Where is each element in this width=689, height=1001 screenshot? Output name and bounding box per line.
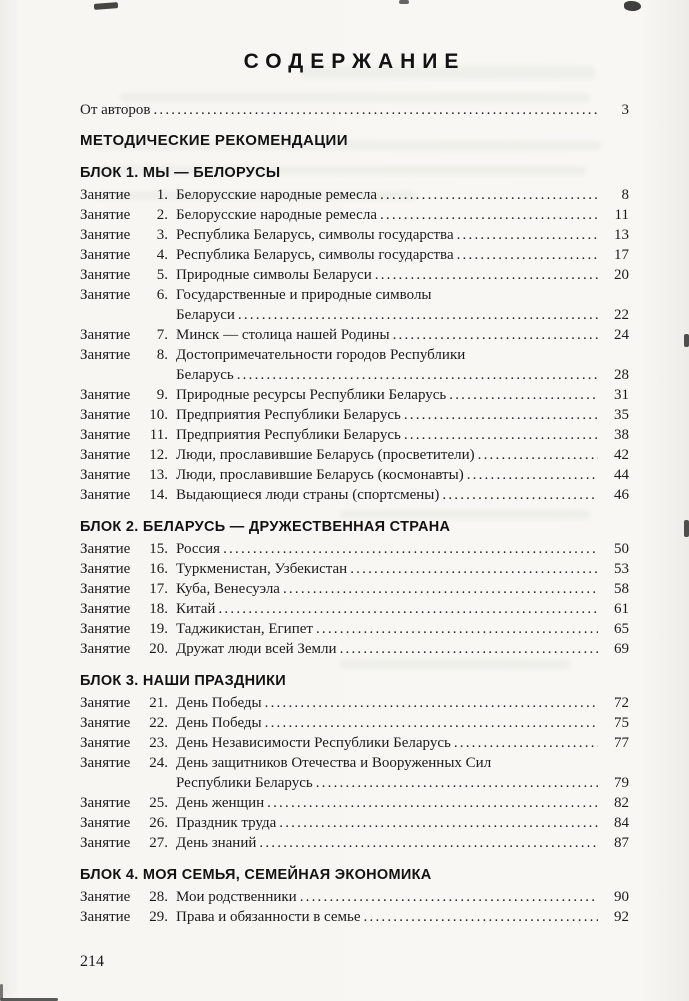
dot-leader [467, 465, 598, 485]
entry-page-number: 90 [614, 889, 629, 905]
entry-title: Республика Беларусь, символы государства [176, 247, 454, 263]
dot-leader [259, 833, 598, 853]
entry-word: Занятие [80, 247, 131, 263]
block-title: БЛОК 1. МЫ — БЕЛОРУСЫ [80, 165, 281, 181]
entry-number: 6. [156, 287, 168, 303]
entry-body [176, 907, 629, 927]
entry-word: Занятие [80, 287, 131, 303]
entry-label [80, 639, 168, 659]
entry-number: 12. [149, 447, 168, 463]
entry-title: Права и обязанности в семье [176, 909, 361, 925]
toc-entry [80, 485, 629, 505]
entry-label [80, 445, 168, 465]
entry-title: Республика Беларусь, символы государства [176, 227, 454, 243]
entry-body [176, 445, 629, 465]
entry-title: День женщин [176, 795, 265, 811]
entry-title-last-line [176, 465, 629, 485]
entry-title: День Независимости Республики Беларусь [176, 735, 451, 751]
toc-entry [80, 385, 629, 405]
dot-leader [457, 245, 598, 265]
dot-leader [223, 539, 598, 559]
entry-number: 15. [149, 541, 168, 557]
dot-leader [265, 693, 598, 713]
entry-body [176, 205, 629, 225]
entry-body [176, 887, 629, 907]
toc-entry [80, 639, 629, 659]
entry-page-number: 31 [614, 387, 629, 403]
entry-page-number: 77 [614, 735, 629, 751]
entry-word: Занятие [80, 641, 131, 657]
entry-number: 16. [149, 561, 168, 577]
toc-entry [80, 285, 629, 325]
entry-body [176, 713, 629, 733]
entry-title: Мои родственники [176, 889, 297, 905]
entry-word: Занятие [80, 207, 131, 223]
entry-label [80, 485, 168, 505]
entry-body [176, 599, 629, 619]
entry-body [176, 813, 629, 833]
dot-leader [265, 713, 598, 733]
entry-title-last-line [176, 185, 629, 205]
toc-block [80, 163, 629, 505]
entry-title: Россия [176, 541, 221, 557]
toc-entry [80, 619, 629, 639]
entry-title-last-line [176, 619, 629, 639]
entry-page-number: 92 [614, 909, 629, 925]
dot-leader [279, 813, 598, 833]
entry-word: Занятие [80, 541, 131, 557]
folio-page-number: 214 [80, 953, 104, 970]
entry-title-last-line [176, 245, 629, 265]
toc-entry [80, 559, 629, 579]
entry-page-number: 72 [614, 695, 629, 711]
toc-entry [80, 245, 629, 265]
entry-number: 23. [149, 735, 168, 751]
entry-body [176, 265, 629, 285]
entry-page-number: 13 [614, 227, 629, 243]
dot-leader [300, 887, 598, 907]
entry-page-number: 44 [614, 467, 629, 483]
toc-entry [80, 405, 629, 425]
entry-title-line: Государственные и природные символы [176, 287, 432, 303]
entry-page-number: 35 [614, 407, 629, 423]
entry-word: Занятие [80, 327, 131, 343]
entry-page-number: 61 [614, 601, 629, 617]
entry-label [80, 733, 168, 753]
entry-label [80, 619, 168, 639]
entry-word: Занятие [80, 487, 131, 503]
scan-artifact [0, 984, 3, 999]
entry-title-last-line [176, 833, 629, 853]
entry-title-last-line [176, 539, 629, 559]
entry-page-number: 69 [614, 641, 629, 657]
entry-title: Природные символы Беларуси [176, 267, 372, 283]
toc-entry [80, 205, 629, 225]
toc-entry [80, 599, 629, 619]
entry-title: Предприятия Республики Беларусь [176, 427, 401, 443]
entry-label [80, 385, 168, 405]
entry-word: Занятие [80, 835, 131, 851]
entry-word: Занятие [80, 601, 131, 617]
entry-title-last-line [176, 559, 629, 579]
dot-leader [316, 619, 598, 639]
dot-leader [283, 579, 598, 599]
entry-label [80, 325, 168, 345]
dot-leader [442, 485, 598, 505]
entry-label [80, 245, 168, 265]
toc-entry [80, 693, 629, 713]
entry-page-number: 24 [614, 327, 629, 343]
dot-leader [454, 733, 598, 753]
entry-label [80, 425, 168, 445]
entry-title: Таджикистан, Египет [176, 621, 313, 637]
entry-label [80, 465, 168, 485]
entry-title-last-line [176, 485, 629, 505]
entry-body [176, 753, 629, 793]
entry-label [80, 285, 168, 325]
entry-page-number: 75 [614, 715, 629, 731]
entry-word: Занятие [80, 407, 131, 423]
dot-leader [153, 100, 598, 120]
entry-word: Занятие [80, 561, 131, 577]
entry-page-number: 20 [614, 267, 629, 283]
entry-title-last-line [176, 733, 629, 753]
entry-word: Занятие [80, 581, 131, 597]
entry-title-last-line [176, 425, 629, 445]
entry-label [80, 833, 168, 853]
entry-title-last-line [176, 793, 629, 813]
entry-label [80, 345, 168, 385]
toc-block [80, 517, 629, 659]
entry-number: 17. [149, 581, 168, 597]
entry-title-last-line [176, 599, 629, 619]
entry-number: 25. [149, 795, 168, 811]
entry-title: Белорусские народные ремесла [176, 187, 377, 203]
entry-page-number: 11 [614, 207, 629, 223]
entry-word: Занятие [80, 427, 131, 443]
entry-title-last-line [176, 265, 629, 285]
entry-body [176, 285, 629, 325]
entry-page-number: 3 [621, 102, 629, 118]
entry-title: Китай [176, 601, 216, 617]
entry-page-number: 50 [614, 541, 629, 557]
dot-leader [404, 425, 598, 445]
entry-title: Республики Беларусь [176, 775, 313, 791]
entry-word: Занятие [80, 909, 131, 925]
entry-title: Дружат люди всей Земли [176, 641, 337, 657]
entry-body [176, 465, 629, 485]
toc-entry [80, 833, 629, 853]
entry-page-number: 82 [614, 795, 629, 811]
entry-word: Занятие [80, 735, 131, 751]
toc-entry [80, 907, 629, 927]
entry-number: 13. [149, 467, 168, 483]
entry-page-number: 22 [614, 307, 629, 323]
entry-title-last-line [176, 579, 629, 599]
entry-title: День Победы [176, 695, 262, 711]
entry-page-number: 46 [614, 487, 629, 503]
entry-title: Выдающиеся люди страны (спортсмены) [176, 487, 440, 503]
entry-number: 24. [149, 755, 168, 771]
entry-label [80, 265, 168, 285]
entry-title-last-line [176, 773, 629, 793]
dot-leader [449, 385, 598, 405]
entry-page-number: 28 [614, 367, 629, 383]
entry-label [80, 713, 168, 733]
entry-title: Беларусь [176, 367, 234, 383]
entry-title: Люди, прославившие Беларусь (космонавты) [176, 467, 464, 483]
dot-leader [457, 225, 598, 245]
entry-word: Занятие [80, 267, 131, 283]
toc-entry [80, 733, 629, 753]
entry-page-number: 8 [621, 187, 629, 203]
entry-label [80, 693, 168, 713]
entry-number: 18. [149, 601, 168, 617]
toc-entry [80, 225, 629, 245]
entry-page-number: 65 [614, 621, 629, 637]
entry-title-last-line [176, 325, 629, 345]
entry-body [176, 693, 629, 713]
toc-entry [80, 345, 629, 385]
scan-artifact [624, 1, 641, 11]
toc-entry [80, 539, 629, 559]
toc-entry [80, 813, 629, 833]
entry-number: 2. [156, 207, 168, 223]
entry-number: 4. [156, 247, 168, 263]
entry-title-last-line [176, 205, 629, 225]
entry-label [80, 559, 168, 579]
entry-word: Занятие [80, 889, 131, 905]
toc-entry-front [80, 100, 629, 120]
entry-word: Занятие [80, 347, 131, 363]
dot-leader [393, 325, 598, 345]
entry-label [80, 599, 168, 619]
dot-leader [316, 773, 598, 793]
entry-body [176, 619, 629, 639]
entry-body [176, 639, 629, 659]
entry-title-last-line [176, 713, 629, 733]
entry-title-last-line [176, 445, 629, 465]
entry-title-last-line [176, 907, 629, 927]
toc-entry [80, 793, 629, 813]
entry-title: Минск — столица нашей Родины [176, 327, 390, 343]
entry-title-last-line [176, 385, 629, 405]
entry-number: 19. [149, 621, 168, 637]
dot-leader [218, 599, 598, 619]
dot-leader [375, 265, 598, 285]
page-title: СОДЕРЖАНИЕ [243, 50, 466, 73]
entry-body [176, 539, 629, 559]
entry-body [176, 325, 629, 345]
entry-page-number: 79 [614, 775, 629, 791]
entry-label [80, 405, 168, 425]
toc-entry [80, 465, 629, 485]
entry-word: Занятие [80, 815, 131, 831]
entry-title-last-line [176, 813, 629, 833]
entry-title: Люди, прославившие Беларусь (просветители) [176, 447, 475, 463]
entry-body [176, 579, 629, 599]
entry-word: Занятие [80, 795, 131, 811]
entry-label [80, 205, 168, 225]
toc-entry [80, 753, 629, 793]
entry-page-number: 53 [614, 561, 629, 577]
entry-body [176, 245, 629, 265]
entry-body [176, 345, 629, 385]
entry-word: Занятие [80, 695, 131, 711]
entry-title-last-line [176, 365, 629, 385]
scan-artifact [684, 520, 689, 537]
toc-entry [80, 185, 629, 205]
entry-number: 21. [149, 695, 168, 711]
dot-leader [350, 559, 598, 579]
entry-word: Занятие [80, 755, 131, 771]
scan-artifact [399, 0, 409, 4]
toc-entry [80, 325, 629, 345]
entry-label [80, 793, 168, 813]
entry-title-line: День защитников Отечества и Вооруженных Сил [176, 755, 492, 771]
entry-page-number: 84 [614, 815, 629, 831]
entry-body [176, 733, 629, 753]
entry-body [176, 833, 629, 853]
scan-artifact [684, 334, 689, 347]
toc-entry [80, 445, 629, 465]
dot-leader [238, 305, 598, 325]
entry-number: 22. [149, 715, 168, 731]
entry-title-last-line [176, 887, 629, 907]
entry-number: 29. [149, 909, 168, 925]
dot-leader [478, 445, 598, 465]
entry-title: День знаний [176, 835, 257, 851]
entry-body [176, 185, 629, 205]
toc-entry [80, 887, 629, 907]
dot-leader [404, 405, 598, 425]
entry-number: 1. [156, 187, 168, 203]
entry-label [80, 225, 168, 245]
dot-leader [340, 639, 598, 659]
entry-label [80, 907, 168, 927]
toc-entry [80, 713, 629, 733]
entry-number: 14. [149, 487, 168, 503]
entry-number: 5. [156, 267, 168, 283]
entry-title: День Победы [176, 715, 262, 731]
entry-word: Занятие [80, 227, 131, 243]
entry-word: Занятие [80, 387, 131, 403]
entry-title: Природные ресурсы Республики Беларусь [176, 387, 447, 403]
entry-title-last-line [176, 639, 629, 659]
entry-body [176, 425, 629, 445]
toc-entry [80, 579, 629, 599]
entry-page-number: 38 [614, 427, 629, 443]
entry-page-number: 42 [614, 447, 629, 463]
entry-number: 28. [149, 889, 168, 905]
entry-page-number: 87 [614, 835, 629, 851]
entry-label [80, 539, 168, 559]
entry-title-last-line [176, 405, 629, 425]
block-title: БЛОК 4. МОЯ СЕМЬЯ, СЕМЕЙНАЯ ЭКОНОМИКА [80, 867, 432, 883]
entry-label [80, 579, 168, 599]
dot-leader [267, 793, 598, 813]
entry-label [80, 185, 168, 205]
entry-body [176, 793, 629, 813]
dot-leader [237, 365, 598, 385]
front-matter-label: От авторов [80, 102, 151, 118]
dot-leader [380, 205, 598, 225]
entry-word: Занятие [80, 715, 131, 731]
block-title: БЛОК 2. БЕЛАРУСЬ — ДРУЖЕСТВЕННАЯ СТРАНА [80, 519, 451, 535]
entry-title-last-line [176, 305, 629, 325]
entry-body [176, 385, 629, 405]
toc-entry [80, 265, 629, 285]
entry-page-number: 58 [614, 581, 629, 597]
entry-title-line: Достопримечательности городов Республики [176, 347, 466, 363]
entry-title: Праздник труда [176, 815, 277, 831]
entry-body [176, 559, 629, 579]
entry-title: Предприятия Республики Беларусь [176, 407, 401, 423]
entry-number: 11. [149, 427, 168, 443]
entry-title: Белорусские народные ремесла [176, 207, 377, 223]
entry-number: 26. [149, 815, 168, 831]
entry-number: 10. [149, 407, 168, 423]
entry-body [176, 405, 629, 425]
dot-leader [364, 907, 598, 927]
section-header: МЕТОДИЧЕСКИЕ РЕКОМЕНДАЦИИ [80, 132, 348, 149]
entry-title-last-line [176, 225, 629, 245]
entry-title: Беларуси [176, 307, 235, 323]
toc-block [80, 671, 629, 853]
entry-number: 27. [149, 835, 168, 851]
entry-title: Туркменистан, Узбекистан [176, 561, 348, 577]
entry-word: Занятие [80, 187, 131, 203]
entry-label [80, 813, 168, 833]
entry-number: 20. [149, 641, 168, 657]
entry-word: Занятие [80, 447, 131, 463]
entry-number: 8. [156, 347, 168, 363]
entry-label [80, 753, 168, 793]
toc-block [80, 865, 629, 927]
entry-label [80, 887, 168, 907]
entry-number: 3. [156, 227, 168, 243]
entry-title-last-line [176, 693, 629, 713]
entry-word: Занятие [80, 621, 131, 637]
entry-title: Куба, Венесуэла [176, 581, 280, 597]
entry-body [176, 225, 629, 245]
block-title: БЛОК 3. НАШИ ПРАЗДНИКИ [80, 673, 286, 689]
entry-word: Занятие [80, 467, 131, 483]
toc-entry [80, 425, 629, 445]
toc-blocks [80, 163, 629, 927]
entry-number: 7. [156, 327, 168, 343]
entry-number: 9. [156, 387, 168, 403]
entry-body [176, 485, 629, 505]
entry-page-number: 17 [614, 247, 629, 263]
dot-leader [380, 185, 598, 205]
